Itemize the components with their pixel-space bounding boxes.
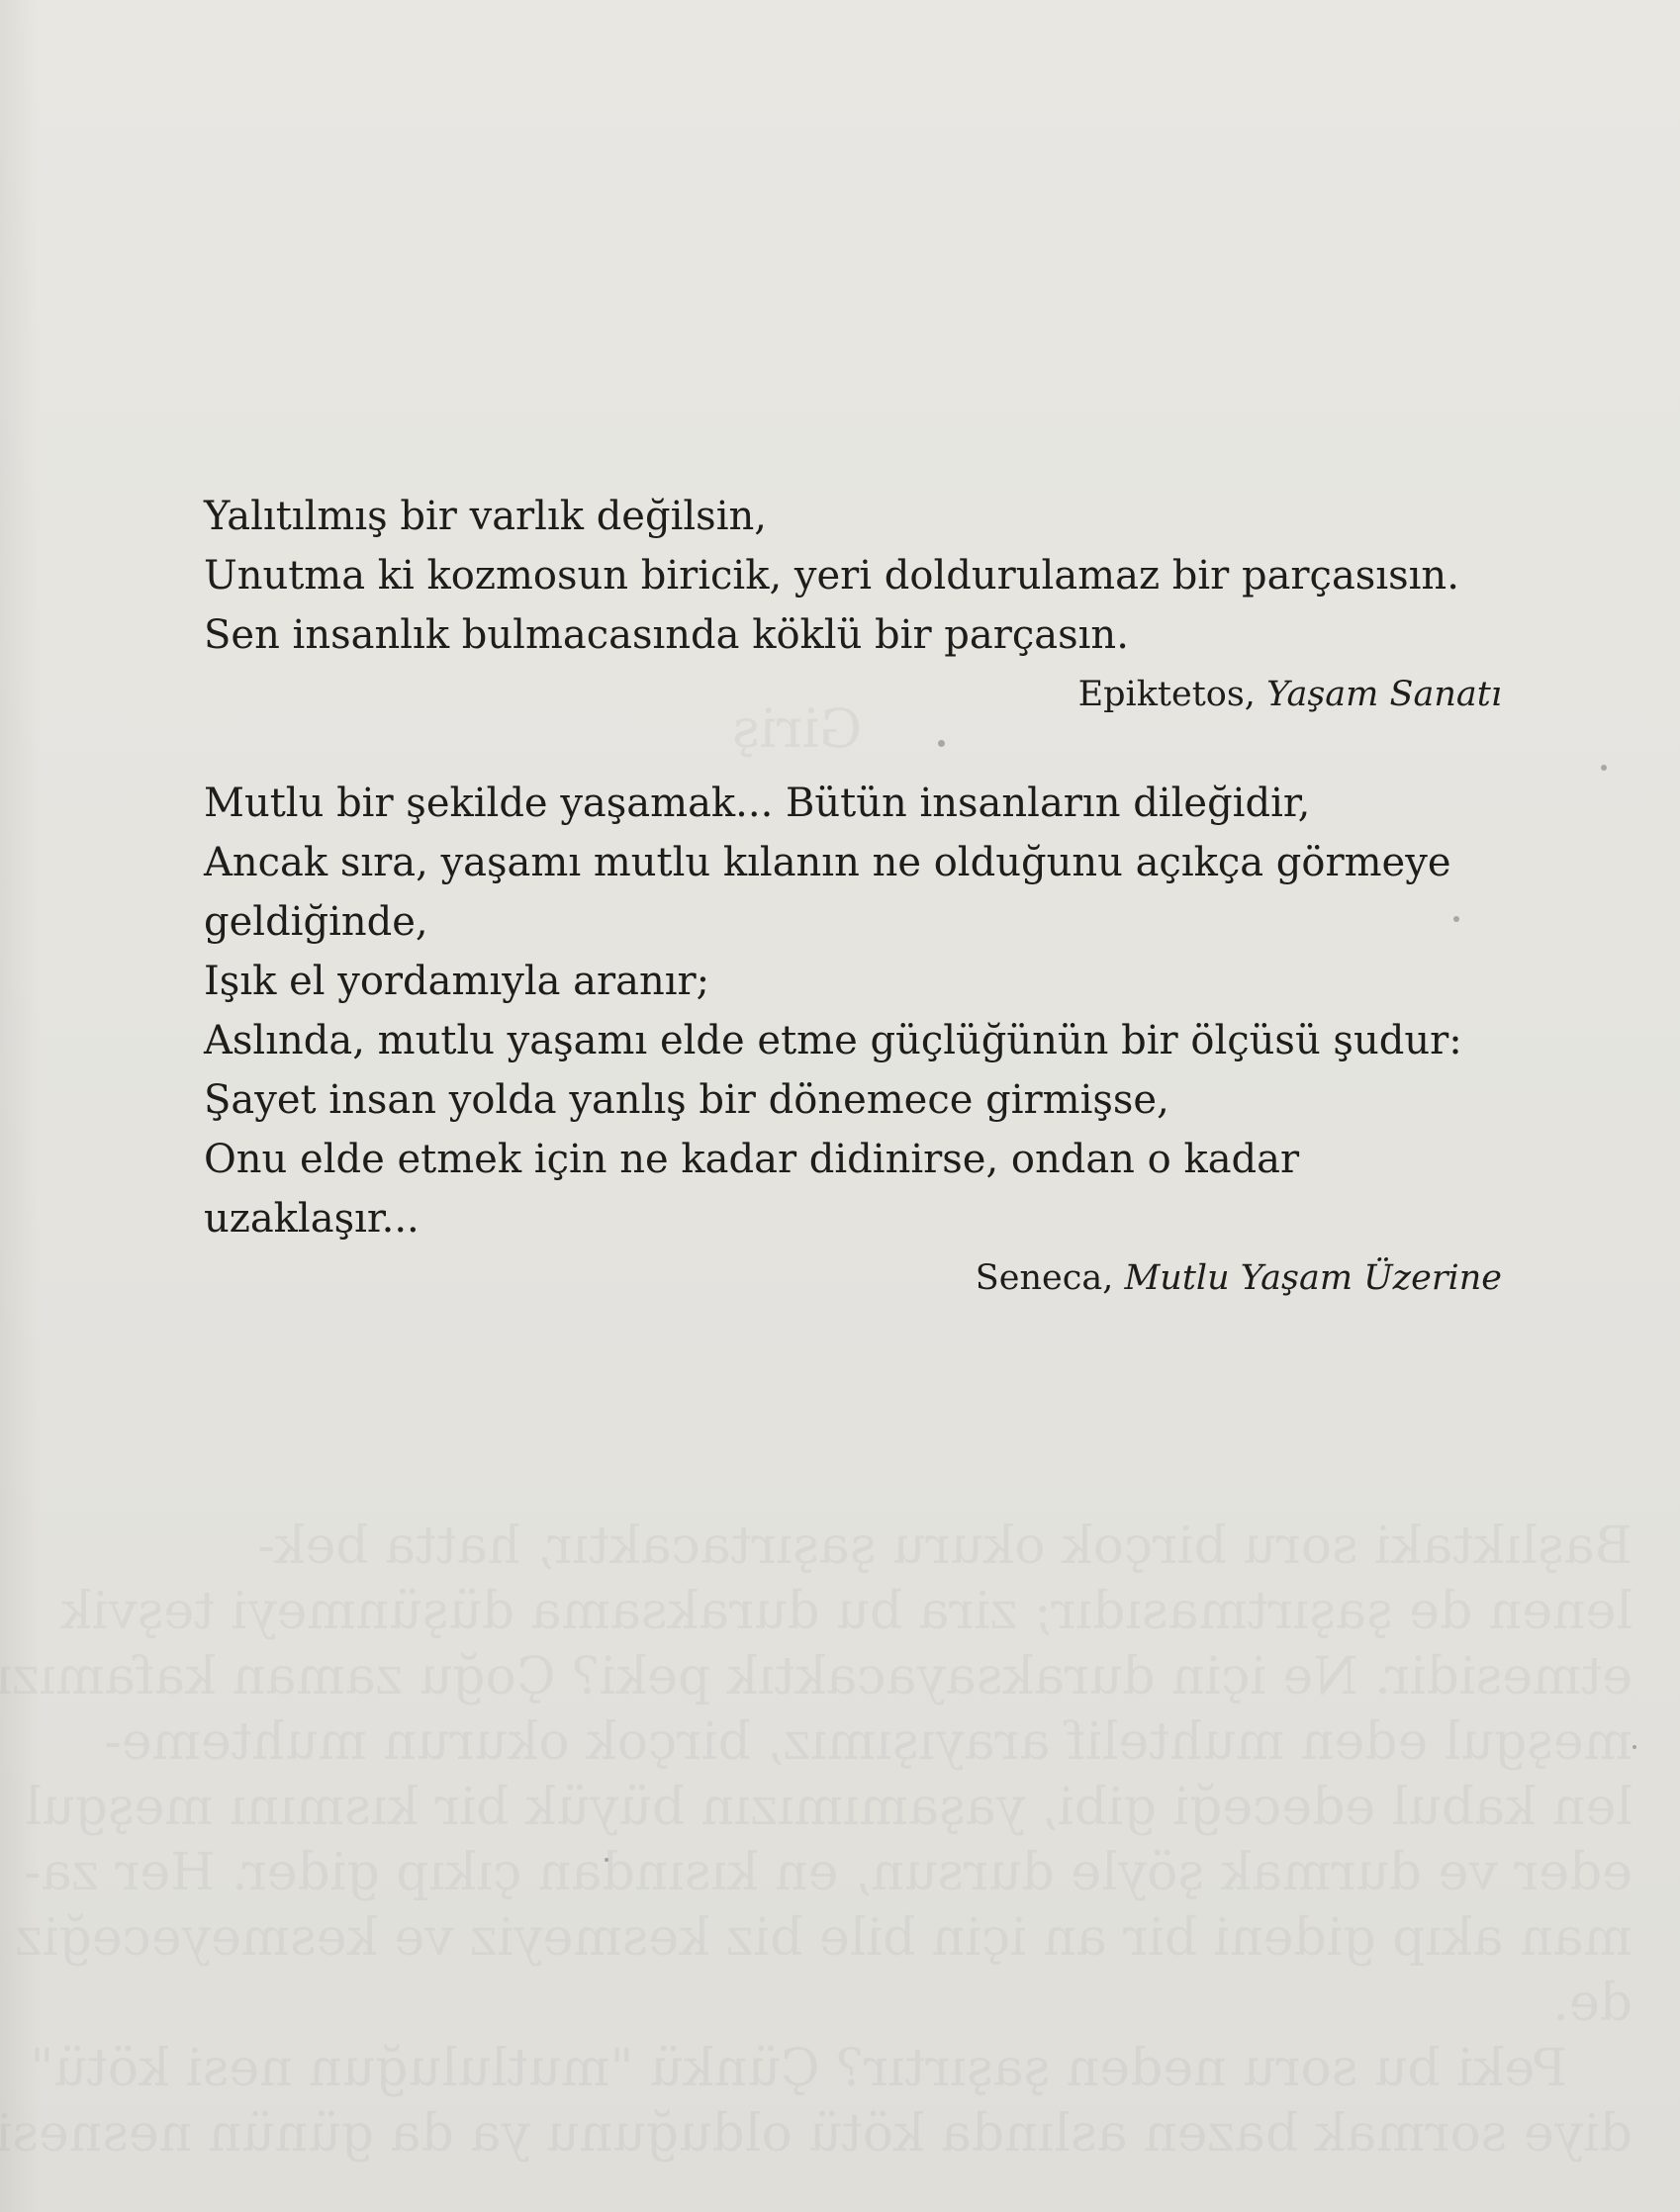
- epigraph-seneca: [204, 774, 1502, 1308]
- quote-line: Sen insanlık bulmacasında köklü bir parçasın.: [204, 612, 1129, 658]
- quote-line: uzaklaşır...: [204, 1196, 420, 1242]
- quote-line: Aslında, mutlu yaşamı elde etme güçlüğünün bir ölçüsü şudur:: [204, 1018, 1462, 1063]
- quote-line: Işık el yordamıyla aranır;: [204, 959, 710, 1004]
- reverse-page-show-through: Giriş: [732, 697, 863, 760]
- reverse-page-show-through: [89, 1514, 1633, 2166]
- quote-line: Onu elde etmek için ne kadar didinirse, ondan o kadar: [204, 1137, 1300, 1182]
- quote-line: Ancak sıra, yaşamı mutlu kılanın ne olduğunu açıkça görmeye: [204, 840, 1451, 885]
- paper-speck: [1601, 765, 1607, 771]
- paper-speck: [938, 740, 945, 747]
- quote-attribution: [204, 1248, 1502, 1308]
- paper-speck: [605, 1858, 608, 1862]
- attribution-work: Mutlu Yaşam Üzerine: [1124, 1258, 1502, 1298]
- epigraph-epiktetos: [204, 487, 1502, 724]
- quote-line: Unutma ki kozmosun biricik, yeri doldurulamaz bir parçasısın.: [204, 553, 1459, 599]
- attribution-author: Epiktetos,: [1077, 675, 1256, 714]
- quote-attribution: [204, 665, 1502, 724]
- quote-line: geldiğinde,: [204, 899, 428, 945]
- page-edge-shadow: [0, 0, 40, 2212]
- paper-speck: [1633, 1745, 1636, 1749]
- quote-line: Şayet insan yolda yanlış bir dönemece girmişse,: [204, 1077, 1169, 1123]
- quote-line: Mutlu bir şekilde yaşamak... Bütün insanların dileğidir,: [204, 781, 1311, 826]
- attribution-author: Seneca,: [975, 1258, 1114, 1298]
- quote-line: Yalıtılmış bir varlık değilsin,: [204, 494, 767, 539]
- attribution-work: Yaşam Sanatı: [1266, 675, 1502, 714]
